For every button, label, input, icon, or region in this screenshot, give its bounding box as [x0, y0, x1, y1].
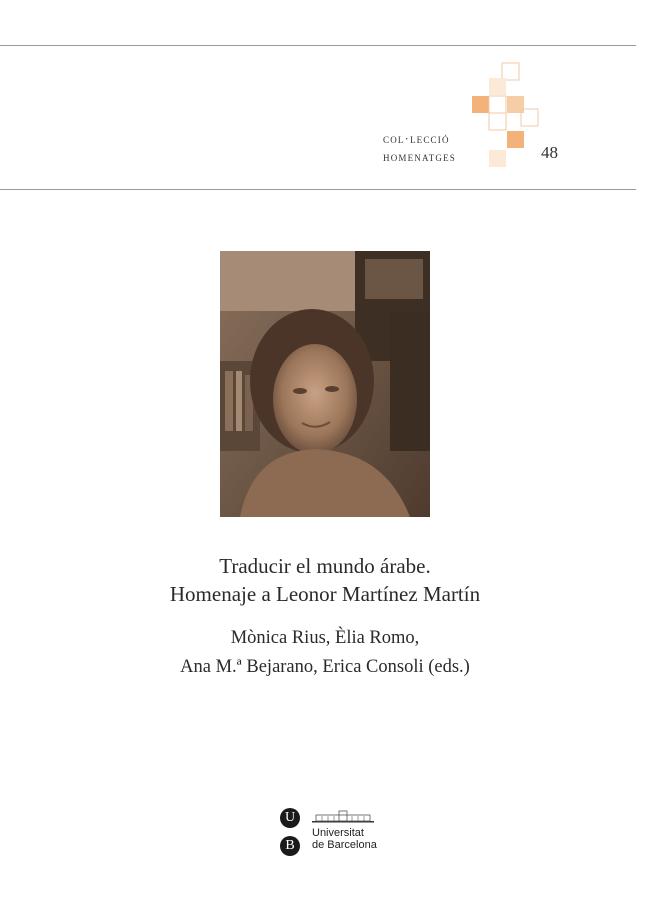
monogram-u: U: [280, 808, 300, 828]
publisher-name: [312, 827, 377, 851]
series-line-1: col·lecció: [383, 132, 450, 146]
series-mosaic-decoration: [0, 0, 650, 200]
publisher-name-line-1: Universitat: [312, 827, 364, 839]
monogram-b: B: [280, 836, 300, 856]
series-number: 48: [541, 143, 558, 162]
book-title-line-1: Traducir el mundo árabe.: [219, 554, 431, 578]
publisher-logo: [280, 808, 390, 860]
editors-line-1: Mònica Rius, Èlia Romo,: [230, 628, 420, 648]
university-building-icon: [312, 810, 374, 824]
series-label: [383, 130, 456, 166]
book-title-line-2: Homenaje a Leonor Martínez Martín: [169, 582, 481, 606]
editors-line-2: Ana M.ª Bejarano, Erica Consoli (eds.): [180, 657, 470, 677]
top-rule: [0, 45, 636, 46]
bottom-rule: [0, 189, 636, 190]
publisher-name-line-2: de Barcelona: [312, 839, 377, 851]
series-line-2: homenatges: [383, 150, 457, 164]
author-portrait-photo: [220, 251, 430, 517]
